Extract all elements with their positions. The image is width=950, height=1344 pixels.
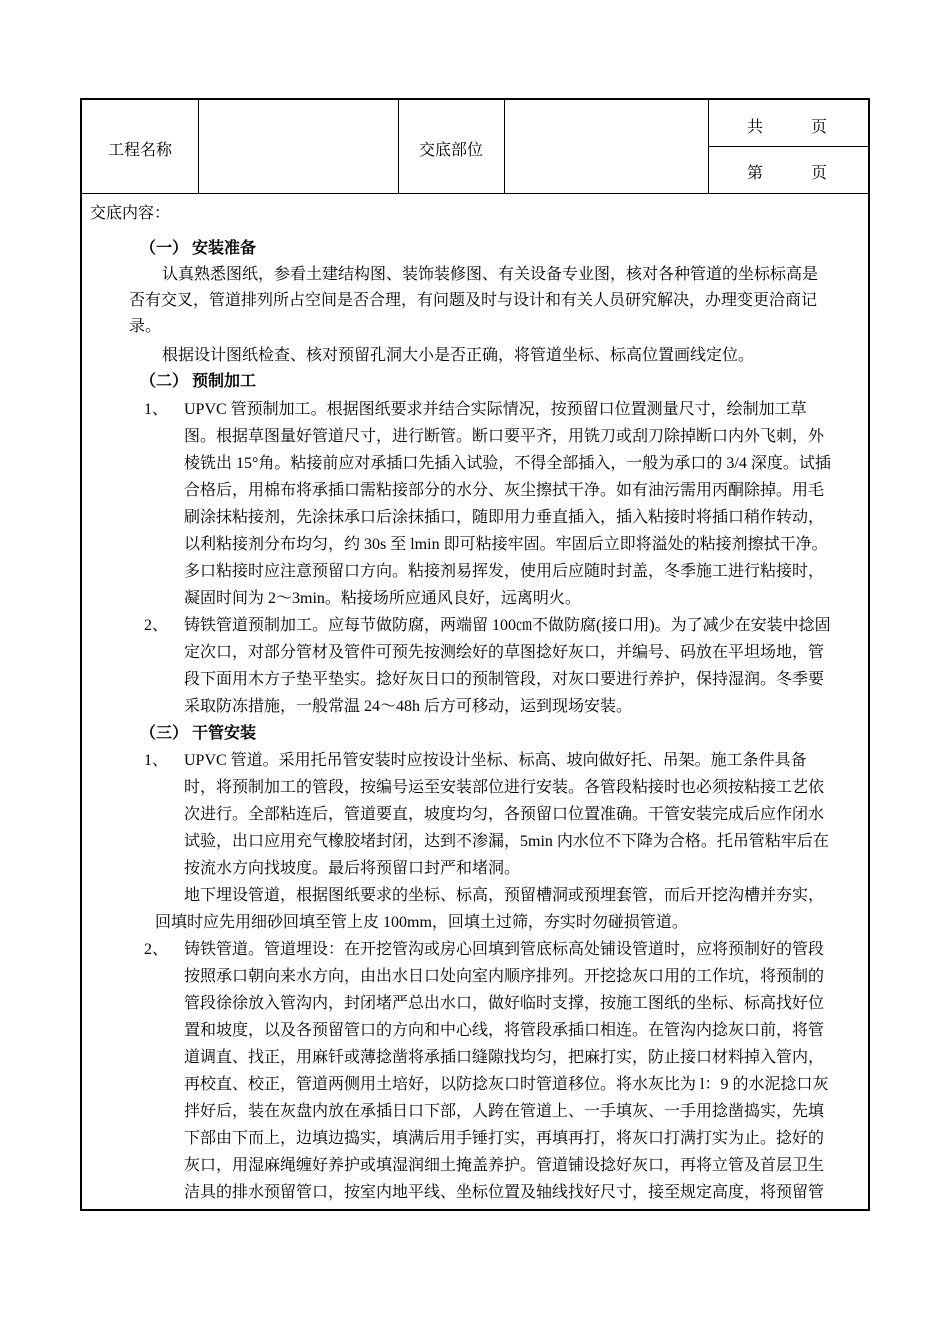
paragraph-line: 多口粘接时应注意预留口方向。粘接剂易挥发，使用后应随时封盖，冬季施工进行粘接时，: [184, 563, 825, 580]
paragraph-line: 以利粘接剂分布均匀，约 30s 至 lmin 即可粘接牢固。牢固后立即将溢处的粘接剂擦拭干净。: [184, 536, 828, 553]
handover-content: [82, 194, 868, 1209]
paragraph-line: 时，将预制加工的管段，按编号运至安装部位进行安装。各管段粘接时也必须按粘接工艺依: [184, 779, 825, 796]
list-number: 1、: [144, 752, 169, 769]
paragraph-line: 段下面用木方子垫平垫实。捻好灰日口的预制管段，对灰口要进行养护，保持湿润。冬季要: [184, 671, 825, 688]
paragraph-line: 根据设计图纸检查、核对预留孔洞大小是否正确，将管道坐标、标高位置画线定位。: [162, 347, 755, 364]
list-number: 2、: [144, 941, 169, 958]
paragraph-line: 管段徐徐放入管沟内，封闭堵严总出水口，做好临时支撑，按施工图纸的坐标、标高找好位: [184, 995, 825, 1012]
paragraph-line: 下部由下而上，边填边捣实，填满后用手锤打实，再填再打，将灰口打满打实为止。捻好的: [184, 1130, 825, 1147]
handover-part-label: 交底部位: [419, 142, 484, 159]
paragraph-line: 按流水方向找坡度。最后将预留口封严和堵洞。: [184, 860, 521, 877]
paragraph-line: 按照承口朝向来水方向，由出水日口处向室内顺序排列。开挖捻灰口用的工作坑，将预制的: [184, 968, 825, 985]
paragraph-line: 棱铣出 15°角。粘接前应对承插口先插入试验，不得全部插入，一般为承口的 3/4 深度。试插: [184, 455, 831, 472]
section-heading: （一） 安装准备: [140, 240, 257, 257]
paragraph-line: 道调直、找正，用麻钎或薄捻凿将承插口缝隙找均匀，把麻打实，防止接口材料掉入管内，: [184, 1049, 825, 1066]
paragraph-line: 灰口，用湿麻绳缠好养护或填湿润细土掩盖养护。管道铺设捻好灰口，再将立管及首层卫生: [184, 1157, 825, 1174]
paragraph-line: 定次口，对部分管材及管件可预先按测绘好的草图捻好灰口，并编号、码放在平坦场地，管: [184, 644, 825, 661]
section-heading: （二） 预制加工: [140, 373, 257, 390]
total-pages-label: 共 页: [747, 119, 828, 136]
paragraph-line: 拌好后，装在灰盘内放在承插日口下部，人跨在管道上、一手填灰、一手用捻凿捣实，先填: [184, 1103, 825, 1120]
form-header: [82, 100, 868, 194]
paragraph-line: 采取防冻措施，一般常温 24～48h 后方可移动，运到现场安装。: [184, 698, 633, 715]
header-divider: [198, 100, 199, 193]
paragraph-line: 图。根据草图量好管道尺寸，进行断管。断口要平齐，用铣刀或刮刀除掉断口内外飞刺，外: [184, 428, 825, 445]
paragraph-line: 置和坡度，以及各预留管口的方向和中心线，将管段承插口相连。在管沟内捻灰口前，将管: [184, 1022, 825, 1039]
paragraph-line: 录。: [129, 318, 162, 335]
page-cell-divider: [708, 146, 868, 147]
content-title: 交底内容：: [90, 205, 171, 222]
paragraph-line: 否有交叉，管道排列所占空间是否合理，有问题及时与设计和有关人员研究解决，办理变更洽商记: [129, 292, 818, 309]
paragraph-line: 认真熟悉图纸，参看土建结构图、装饰装修图、有关设备专业图，核对各种管道的坐标标高是: [162, 266, 819, 283]
paragraph-line: 合格后，用棉布将承插口需粘接部分的水分、灰尘擦拭干净。如有油污需用丙酮除掉。用毛: [184, 482, 825, 499]
paragraph-line: 铸铁管道。管道埋设：在开挖管沟或房心回填到管底标高处铺设管道时，应将预制好的管段: [184, 941, 825, 958]
paragraph-line: 铸铁管道预制加工。应每节做防腐，两端留 100㎝不做防腐(接口用)。为了减少在安装中捻固: [184, 617, 831, 634]
paragraph-line: 次进行。全部粘连后，管道要直，坡度均匀，各预留口位置准确。干管安装完成后应作闭水: [184, 806, 825, 823]
paragraph-line: 再校直、校正，管道两侧用土培好，以防捻灰口时管道移位。将水灰比为 l：9 的水泥捻口灰: [184, 1076, 829, 1093]
list-number: 1、: [144, 401, 169, 418]
header-divider: [504, 100, 505, 193]
paragraph-line: 刷涂抹粘接剂，先涂抹承口后涂抹插口，随即用力垂直插入，插入粘接时将插口稍作转动，: [184, 509, 825, 526]
paragraph-line: 凝固时间为 2～3min。粘接场所应通风良好，远离明火。: [184, 590, 581, 607]
paragraph-line: 回填时应先用细砂回填至管上皮 100mm，回填土过筛，夯实时勿碰损管道。: [155, 914, 688, 931]
project-name-label: 工程名称: [108, 142, 173, 159]
header-divider: [398, 100, 399, 193]
list-number: 2、: [144, 617, 169, 634]
paragraph-line: 试验，出口应用充气橡胶堵封闭，达到不渗漏，5min 内水位不下降为合格。托吊管粘牢后在: [184, 833, 829, 850]
paragraph-line: UPVC 管预制加工。根据图纸要求并结合实际情况，按预留口位置测量尺寸，绘制加工草: [184, 401, 807, 418]
handover-form: [80, 98, 870, 1211]
page-number-label: 第 页: [747, 165, 828, 182]
paragraph-line: 洁具的排水预留管口，按室内地平线、坐标位置及轴线找好尺寸，接至规定高度，将预留管: [184, 1184, 825, 1201]
section-heading: （三） 干管安装: [140, 725, 257, 742]
paragraph-line: UPVC 管道。采用托吊管安装时应按设计坐标、标高、坡向做好托、吊架。施工条件具备: [184, 752, 807, 769]
paragraph-line: 地下埋设管道，根据图纸要求的坐标、标高，预留槽洞或预埋套管，而后开挖沟槽并夯实，: [184, 887, 825, 904]
